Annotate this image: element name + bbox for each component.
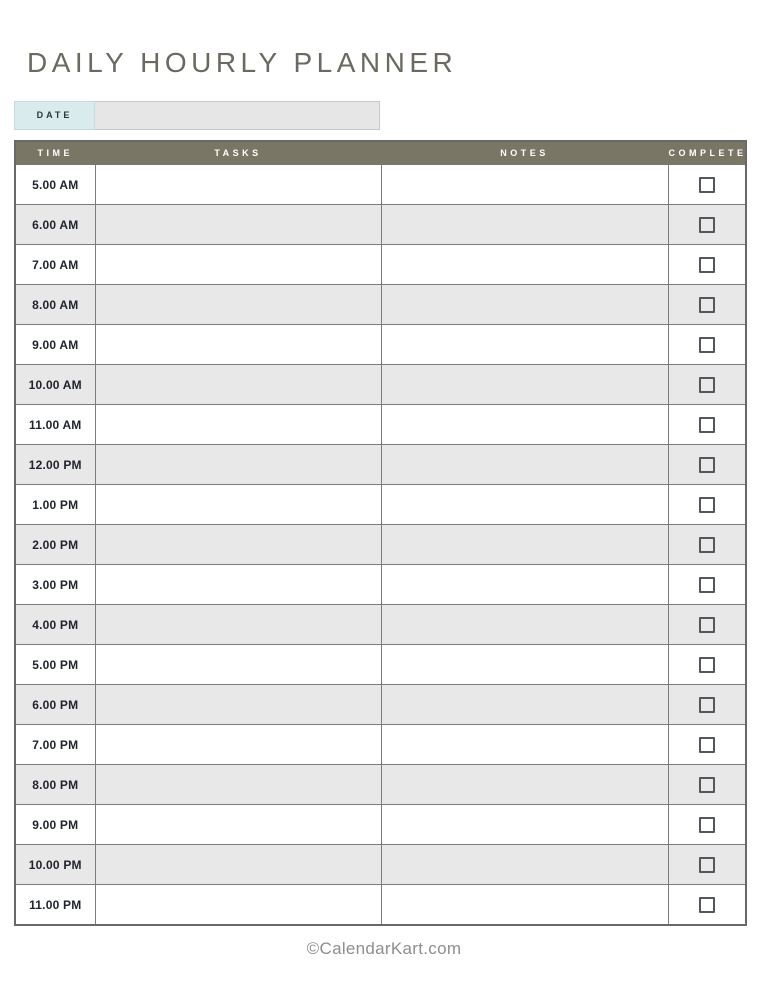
hourly-planner-table: [14, 140, 747, 926]
complete-checkbox[interactable]: [699, 457, 715, 473]
time-label: 11.00 PM: [15, 885, 95, 925]
time-label: 11.00 AM: [15, 405, 95, 445]
task-cell[interactable]: [95, 485, 381, 525]
task-cell[interactable]: [95, 765, 381, 805]
table-row: [15, 645, 746, 685]
time-label: 6.00 PM: [15, 685, 95, 725]
task-cell[interactable]: [95, 845, 381, 885]
complete-cell: [668, 245, 746, 285]
notes-cell[interactable]: [381, 525, 668, 565]
complete-cell: [668, 565, 746, 605]
table-row: [15, 285, 746, 325]
time-label: 7.00 AM: [15, 245, 95, 285]
task-cell[interactable]: [95, 725, 381, 765]
task-cell[interactable]: [95, 365, 381, 405]
notes-cell[interactable]: [381, 285, 668, 325]
table-row: [15, 205, 746, 245]
notes-cell[interactable]: [381, 805, 668, 845]
complete-checkbox[interactable]: [699, 697, 715, 713]
time-label: 12.00 PM: [15, 445, 95, 485]
time-label: 8.00 PM: [15, 765, 95, 805]
complete-cell: [668, 645, 746, 685]
table-row: [15, 485, 746, 525]
complete-checkbox[interactable]: [699, 417, 715, 433]
complete-checkbox[interactable]: [699, 297, 715, 313]
table-row: [15, 685, 746, 725]
task-cell[interactable]: [95, 245, 381, 285]
time-label: 4.00 PM: [15, 605, 95, 645]
complete-checkbox[interactable]: [699, 337, 715, 353]
notes-cell[interactable]: [381, 645, 668, 685]
task-cell[interactable]: [95, 165, 381, 205]
complete-checkbox[interactable]: [699, 897, 715, 913]
complete-checkbox[interactable]: [699, 577, 715, 593]
notes-cell[interactable]: [381, 845, 668, 885]
table-row: [15, 845, 746, 885]
task-cell[interactable]: [95, 205, 381, 245]
complete-cell: [668, 165, 746, 205]
time-label: 7.00 PM: [15, 725, 95, 765]
date-label: DATE: [14, 101, 95, 130]
notes-cell[interactable]: [381, 485, 668, 525]
notes-cell[interactable]: [381, 205, 668, 245]
notes-cell[interactable]: [381, 445, 668, 485]
complete-checkbox[interactable]: [699, 857, 715, 873]
notes-cell[interactable]: [381, 565, 668, 605]
complete-checkbox[interactable]: [699, 217, 715, 233]
table-row: [15, 765, 746, 805]
table-row: [15, 885, 746, 925]
task-cell[interactable]: [95, 285, 381, 325]
notes-cell[interactable]: [381, 245, 668, 285]
table-row: [15, 405, 746, 445]
time-label: 9.00 AM: [15, 325, 95, 365]
page-title: DAILY HOURLY PLANNER: [27, 47, 458, 78]
complete-cell: [668, 285, 746, 325]
notes-cell[interactable]: [381, 765, 668, 805]
table-row: [15, 605, 746, 645]
date-field-group: [14, 101, 380, 130]
complete-cell: [668, 525, 746, 565]
notes-cell[interactable]: [381, 325, 668, 365]
complete-cell: [668, 885, 746, 925]
time-label: 6.00 AM: [15, 205, 95, 245]
complete-cell: [668, 845, 746, 885]
planner-rows: [15, 165, 746, 925]
complete-cell: [668, 405, 746, 445]
time-label: 2.00 PM: [15, 525, 95, 565]
task-cell[interactable]: [95, 605, 381, 645]
complete-cell: [668, 685, 746, 725]
table-row: [15, 525, 746, 565]
complete-checkbox[interactable]: [699, 257, 715, 273]
column-header-tasks: TASKS: [95, 141, 381, 165]
task-cell[interactable]: [95, 325, 381, 365]
column-header-time: TIME: [15, 141, 95, 165]
complete-checkbox[interactable]: [699, 657, 715, 673]
time-label: 10.00 AM: [15, 365, 95, 405]
notes-cell[interactable]: [381, 365, 668, 405]
task-cell[interactable]: [95, 685, 381, 725]
time-label: 9.00 PM: [15, 805, 95, 845]
table-row: [15, 805, 746, 845]
task-cell[interactable]: [95, 805, 381, 845]
table-header-row: [15, 141, 746, 165]
task-cell[interactable]: [95, 525, 381, 565]
notes-cell[interactable]: [381, 885, 668, 925]
column-header-complete: COMPLETE: [668, 141, 746, 165]
complete-cell: [668, 365, 746, 405]
table-row: [15, 565, 746, 605]
complete-checkbox[interactable]: [699, 777, 715, 793]
table-row: [15, 165, 746, 205]
complete-cell: [668, 765, 746, 805]
time-label: 5.00 AM: [15, 165, 95, 205]
time-label: 1.00 PM: [15, 485, 95, 525]
footer-credit: ©CalendarKart.com: [306, 938, 462, 958]
notes-cell[interactable]: [381, 685, 668, 725]
complete-checkbox[interactable]: [699, 737, 715, 753]
task-cell[interactable]: [95, 645, 381, 685]
complete-cell: [668, 205, 746, 245]
complete-checkbox[interactable]: [699, 377, 715, 393]
time-label: 5.00 PM: [15, 645, 95, 685]
complete-cell: [668, 725, 746, 765]
time-label: 3.00 PM: [15, 565, 95, 605]
complete-checkbox[interactable]: [699, 497, 715, 513]
notes-cell[interactable]: [381, 725, 668, 765]
task-cell[interactable]: [95, 565, 381, 605]
date-input[interactable]: [95, 101, 380, 130]
notes-cell[interactable]: [381, 165, 668, 205]
notes-cell[interactable]: [381, 405, 668, 445]
notes-cell[interactable]: [381, 605, 668, 645]
column-header-notes: NOTES: [381, 141, 668, 165]
complete-checkbox[interactable]: [699, 817, 715, 833]
complete-cell: [668, 325, 746, 365]
complete-cell: [668, 605, 746, 645]
time-label: 10.00 PM: [15, 845, 95, 885]
task-cell[interactable]: [95, 445, 381, 485]
task-cell[interactable]: [95, 405, 381, 445]
complete-cell: [668, 805, 746, 845]
complete-cell: [668, 485, 746, 525]
table-row: [15, 325, 746, 365]
complete-cell: [668, 445, 746, 485]
table-row: [15, 365, 746, 405]
complete-checkbox[interactable]: [699, 537, 715, 553]
table-row: [15, 245, 746, 285]
table-row: [15, 445, 746, 485]
table-row: [15, 725, 746, 765]
task-cell[interactable]: [95, 885, 381, 925]
complete-checkbox[interactable]: [699, 177, 715, 193]
time-label: 8.00 AM: [15, 285, 95, 325]
complete-checkbox[interactable]: [699, 617, 715, 633]
